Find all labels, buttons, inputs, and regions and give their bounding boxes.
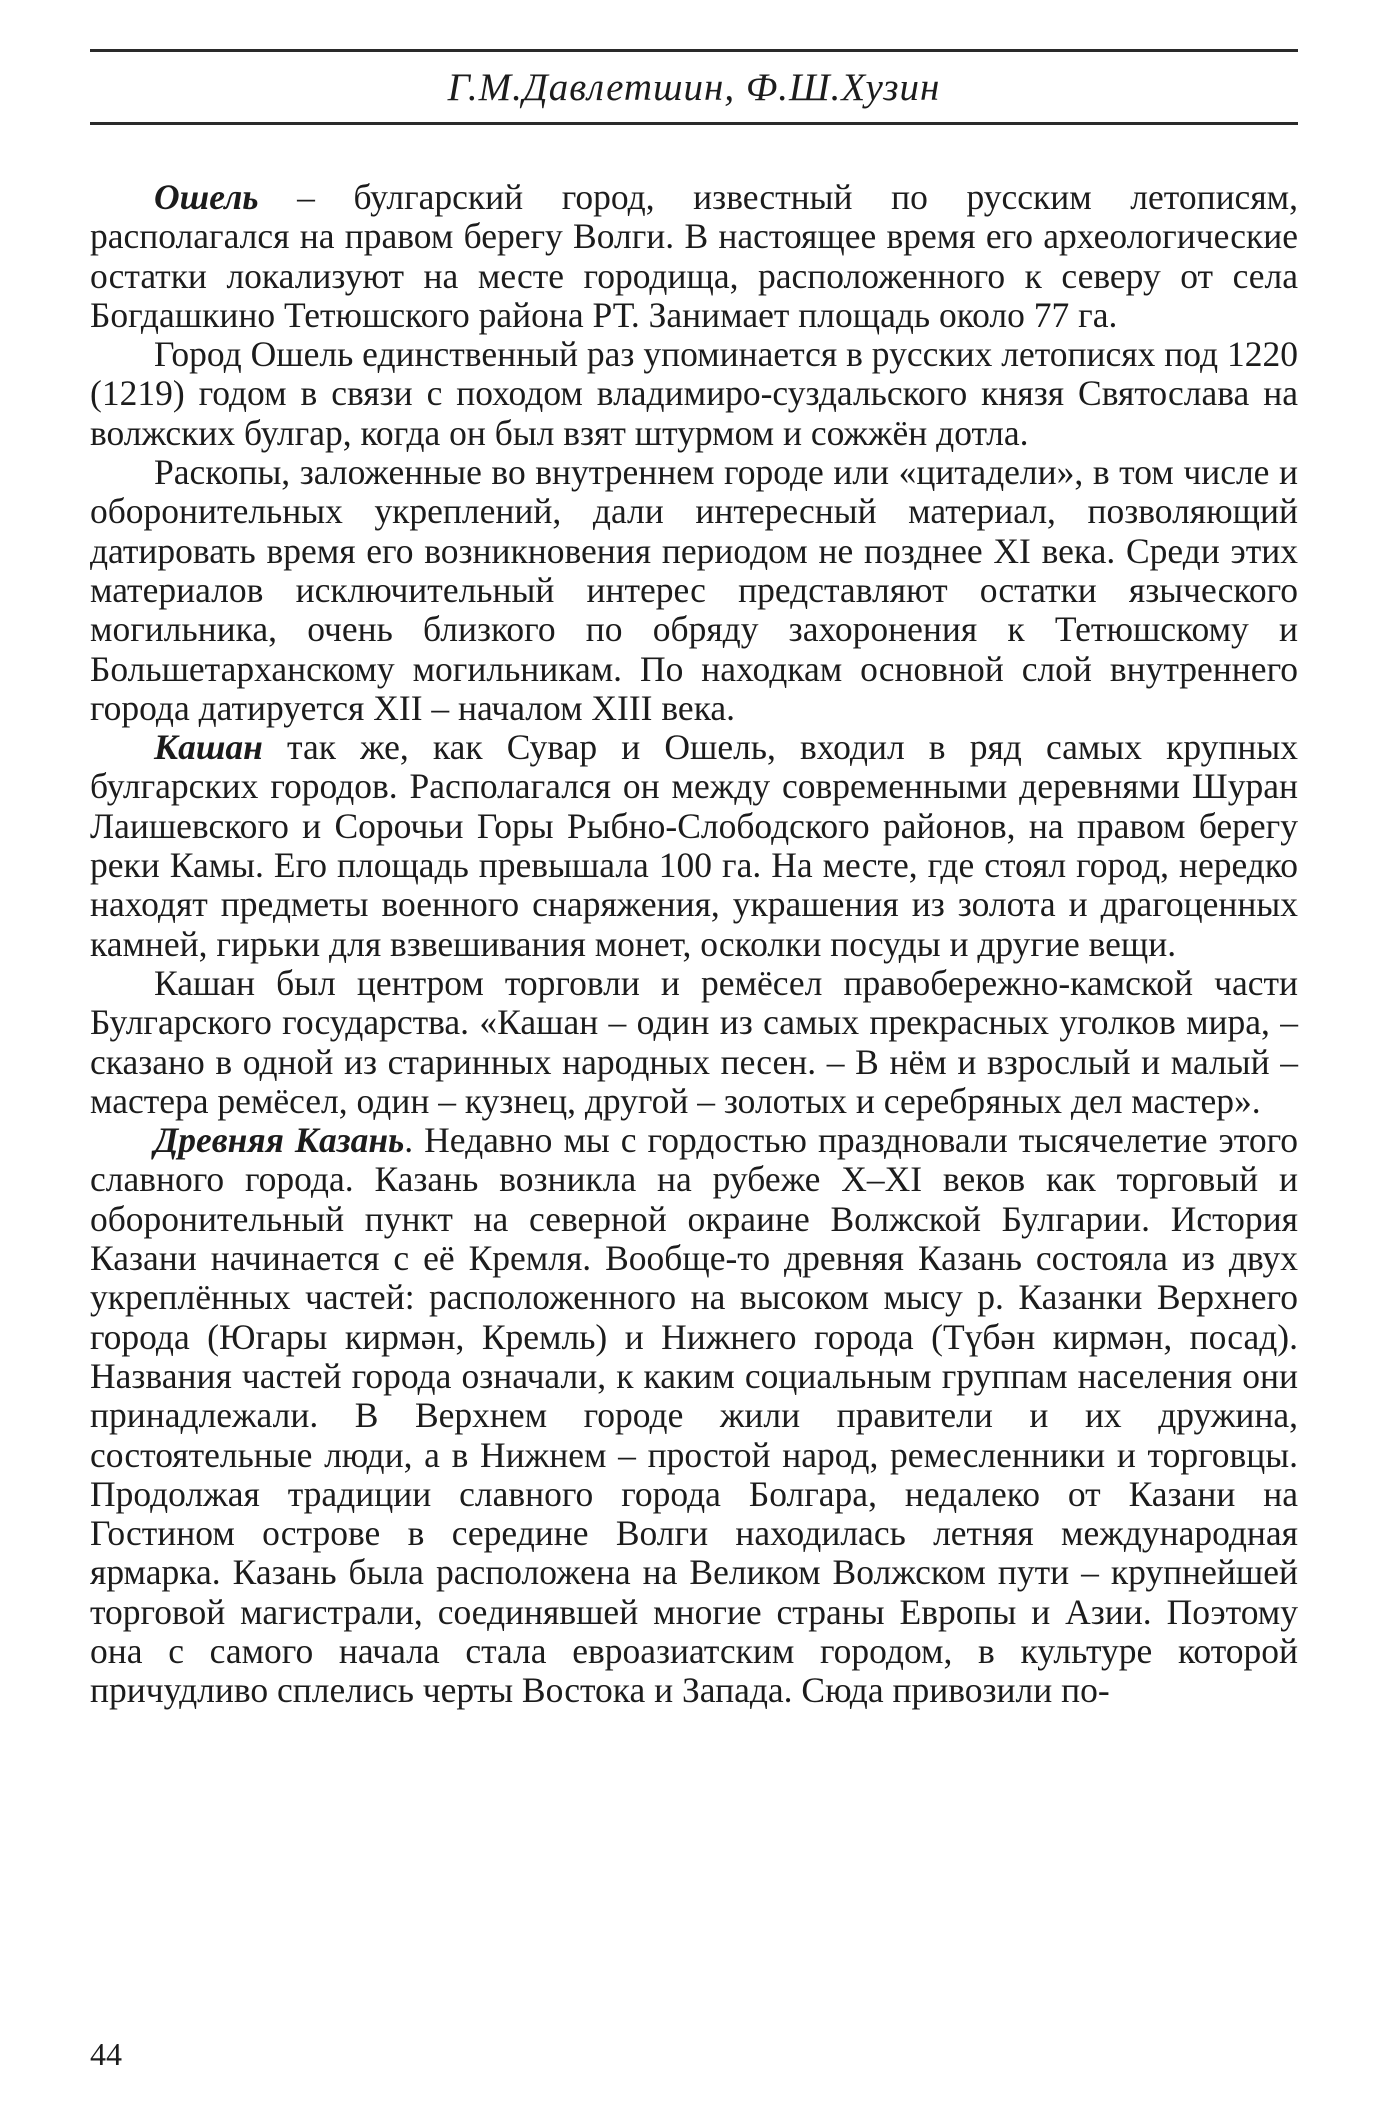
paragraph-oshel xyxy=(90,178,1298,335)
paragraph-text: – булгарский город, известный по русским летописям, располагался на правом берегу Волги. В настоящее время его археологические остатки локализуют на месте городища, расположенного к северу от села Богдашкино Тетюшского района РТ. Занимает площадь около 77 га. xyxy=(90,177,1298,335)
paragraph-text: . Недавно мы с гордостью праздновали тысячелетие этого славного города. Казань возникла на рубеже X–XI веков как торговый и оборонительный пункт на северной окраине Волжской Булгарии. История Казани начинается с её Кремля. Вообще-то древняя Казань состояла из двух укреплённых частей: расположенного на высоком мысу р. Казанки Верхнего города (Югары кирмән, Кремль) и Нижнего города (Түбән кирмән, посад). Названия частей города означали, к каким социальным группам населения они принадлежали. В Верхнем городе жили правители и их дружина, состоятельные люди, а в Нижнем – простой народ, ремесленники и торговцы. Продолжая традиции славного города Болгара, недалеко от Казани на Гостином острове в середине Волги находилась летняя международная ярмарка. Казань была расположена на Великом Волжском пути – крупнейшей торговой магистрали, соединявшей многие страны Европы и Азии. Поэтому она с самого начала стала евроазиатским городом, в культуре которой причудливо сплелись черты Востока и Запада. Сюда привозили по- xyxy=(90,1120,1298,1711)
body-text xyxy=(90,178,1298,1711)
header-rule-top xyxy=(90,49,1298,52)
running-header: Г.М.Давлетшин, Ф.Ш.Хузин xyxy=(447,66,941,109)
page-number: 44 xyxy=(90,2036,122,2072)
paragraph-kashan-trade xyxy=(90,964,1298,1121)
paragraph-kashan xyxy=(90,728,1298,964)
paragraph-ancient-kazan xyxy=(90,1121,1298,1710)
header-rule-bottom xyxy=(90,122,1298,125)
paragraph-oshel-excavations xyxy=(90,453,1298,728)
paragraph-text: Раскопы, заложенные во внутреннем городе или «цитадели», в том числе и оборонительных укреплений, дали интересный материал, позволяющий датировать время его возникновения периодом не позднее XI века. Среди этих материалов исключительный интерес представляют остатки языческого могильника, очень близкого по обряду захоронения к Тетюшскому и Большетарханскому могильникам. По находкам основной слой внутреннего города датируется XII – началом XIII века. xyxy=(90,452,1298,728)
paragraph-text: Кашан был центром торговли и ремёсел правобережно-камской части Булгарского государства. «Кашан – один из самых прекрасных уголков мира, – сказано в одной из старинных народных песен. – В нём и взрослый и малый – мастера ремёсел, один – кузнец, другой – золотых и серебряных дел мастер». xyxy=(90,962,1298,1121)
paragraph-text: так же, как Сувар и Ошель, входил в ряд самых крупных булгарских городов. Располагался он между современными деревнями Шуран Лаишевского и Сорочьи Горы Рыбно-Слободского районов, на правом берегу реки Камы. Его площадь превышала 100 га. На месте, где стоял город, нередко находят предметы военного снаряжения, украшения из золота и драгоценных камней, гирьки для взвешивания монет, осколки посуды и другие вещи. xyxy=(90,727,1298,964)
paragraph-oshel-chronicle xyxy=(90,335,1298,453)
paragraph-text: Город Ошель единственный раз упоминается в русских летописях под 1220 (1219) годом в связи с походом владимиро-суздальского князя Святослава на волжских булгар, когда он был взят штурмом и сожжён дотла. xyxy=(90,334,1298,453)
term-ancient-kazan: Древняя Казань xyxy=(154,1120,405,1161)
term-oshel: Ошель xyxy=(154,177,259,217)
term-kashan: Кашан xyxy=(154,727,263,768)
